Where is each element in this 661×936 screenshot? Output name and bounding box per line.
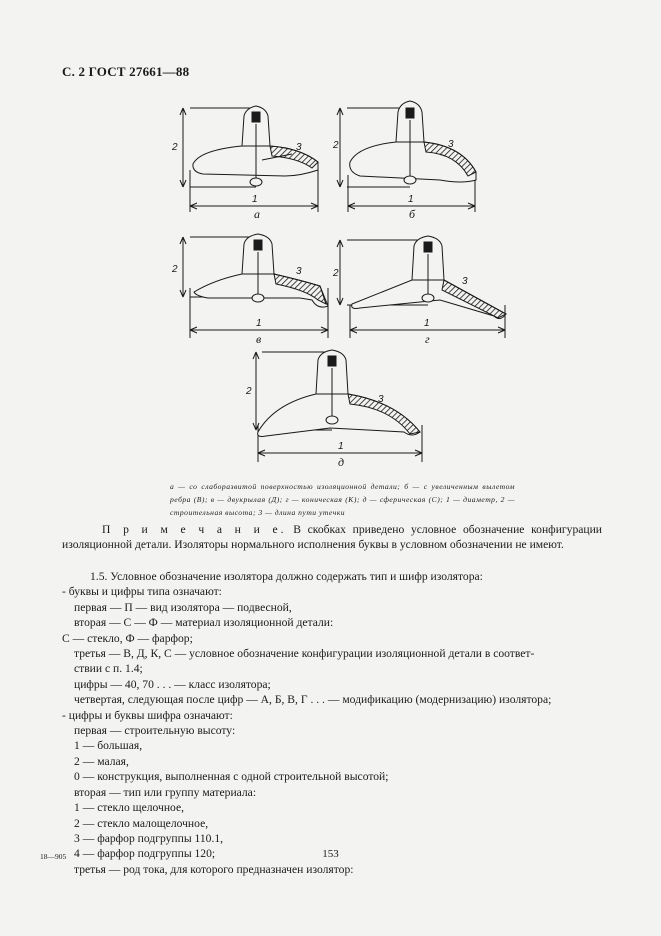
page-header: С. 2 ГОСТ 27661—88 bbox=[62, 64, 190, 79]
insulator-v bbox=[180, 234, 328, 338]
body-line: вторая — тип или группу материала: bbox=[74, 785, 257, 799]
footer-code: 18—905 bbox=[40, 852, 67, 861]
body-line: цифры — 40, 70 . . . — класс изолятора; bbox=[74, 677, 271, 691]
insulator-b bbox=[337, 101, 476, 212]
label-1-a: 1 bbox=[252, 194, 258, 205]
body-line: третья — род тока, для которого предназначен изолятор: bbox=[74, 862, 354, 876]
sublabel-a: а bbox=[254, 207, 260, 221]
body-line: - цифры и буквы шифра означают: bbox=[62, 708, 233, 722]
note-paragraph bbox=[62, 522, 602, 553]
label-2-v: 2 bbox=[172, 264, 178, 275]
body-line: 2 — малая, bbox=[74, 754, 129, 768]
body-line: ствии с п. 1.4; bbox=[74, 662, 143, 676]
label-1-g: 1 bbox=[424, 318, 430, 329]
body-line: - буквы и цифры типа означают: bbox=[62, 585, 222, 599]
insulator-a bbox=[180, 106, 318, 212]
sublabel-v: в bbox=[256, 332, 262, 346]
body-line: 1.5. Условное обозначение изолятора должно содержать тип и шифр изолятора: bbox=[90, 570, 483, 583]
body-line: 1 — большая, bbox=[74, 739, 143, 753]
label-2-a: 2 bbox=[172, 142, 178, 153]
label-2-b: 2 bbox=[333, 140, 339, 151]
body-line: 1 — стекло щелочное, bbox=[74, 801, 185, 815]
label-3-v: 3 bbox=[296, 266, 302, 277]
body-line: вторая — С — Ф — материал изоляционной детали: bbox=[74, 616, 334, 630]
label-1-b: 1 bbox=[408, 194, 414, 205]
body-line: первая — строительную высоту: bbox=[74, 724, 236, 738]
sublabel-d: д bbox=[338, 455, 345, 469]
label-2-d: 2 bbox=[246, 386, 252, 397]
note-lead: П р и м е ч а н и е. bbox=[102, 523, 287, 536]
figure-caption: а — со слаборазвитой поверхностью изоляционной детали; б — с увеличенным вылетом ребра (В); в — двукрылая (Д); г — коническая (К); д — сферическая (С); 1 — диаметр, 2 — строительная высота; 3 — длина пути утечки bbox=[170, 482, 515, 517]
body-text bbox=[62, 569, 607, 877]
label-3-a: 3 bbox=[296, 142, 302, 153]
label-1-d: 1 bbox=[338, 441, 344, 452]
sublabel-g: г bbox=[425, 332, 430, 346]
body-line: первая — П — вид изолятора — подвесной, bbox=[74, 600, 292, 614]
insulator-g bbox=[337, 236, 506, 338]
label-3-g: 3 bbox=[462, 276, 468, 287]
body-line: третья — В, Д, К, С — условное обозначение конфигурации изоляционной детали в соответ- bbox=[74, 647, 535, 661]
label-3-d: 3 bbox=[378, 394, 384, 405]
body-line: 0 — конструкция, выполненная с одной строительной высотой; bbox=[74, 770, 389, 784]
page-number: 153 bbox=[322, 848, 339, 860]
body-line: 3 — фарфор подгруппы 110.1, bbox=[74, 831, 224, 845]
body-line: 2 — стекло малощелочное, bbox=[74, 816, 209, 830]
label-2-g: 2 bbox=[333, 268, 339, 279]
note-text: В скобках приведено условное обозначение конфигурации изоляционной детали. Изоляторы нормального исполнения буквы в условном обозначении не имеют. bbox=[62, 523, 603, 552]
body-line: С — стекло, Ф — фарфор; bbox=[62, 631, 193, 645]
label-3-b: 3 bbox=[448, 139, 454, 150]
label-1-v: 1 bbox=[256, 318, 262, 329]
sublabel-b: б bbox=[409, 207, 416, 221]
body-line: 4 — фарфор подгруппы 120; bbox=[74, 847, 216, 861]
body-line: четвертая, следующая после цифр — А, Б, В, Г . . . — модификацию (модернизацию) изолятора; bbox=[74, 693, 552, 707]
